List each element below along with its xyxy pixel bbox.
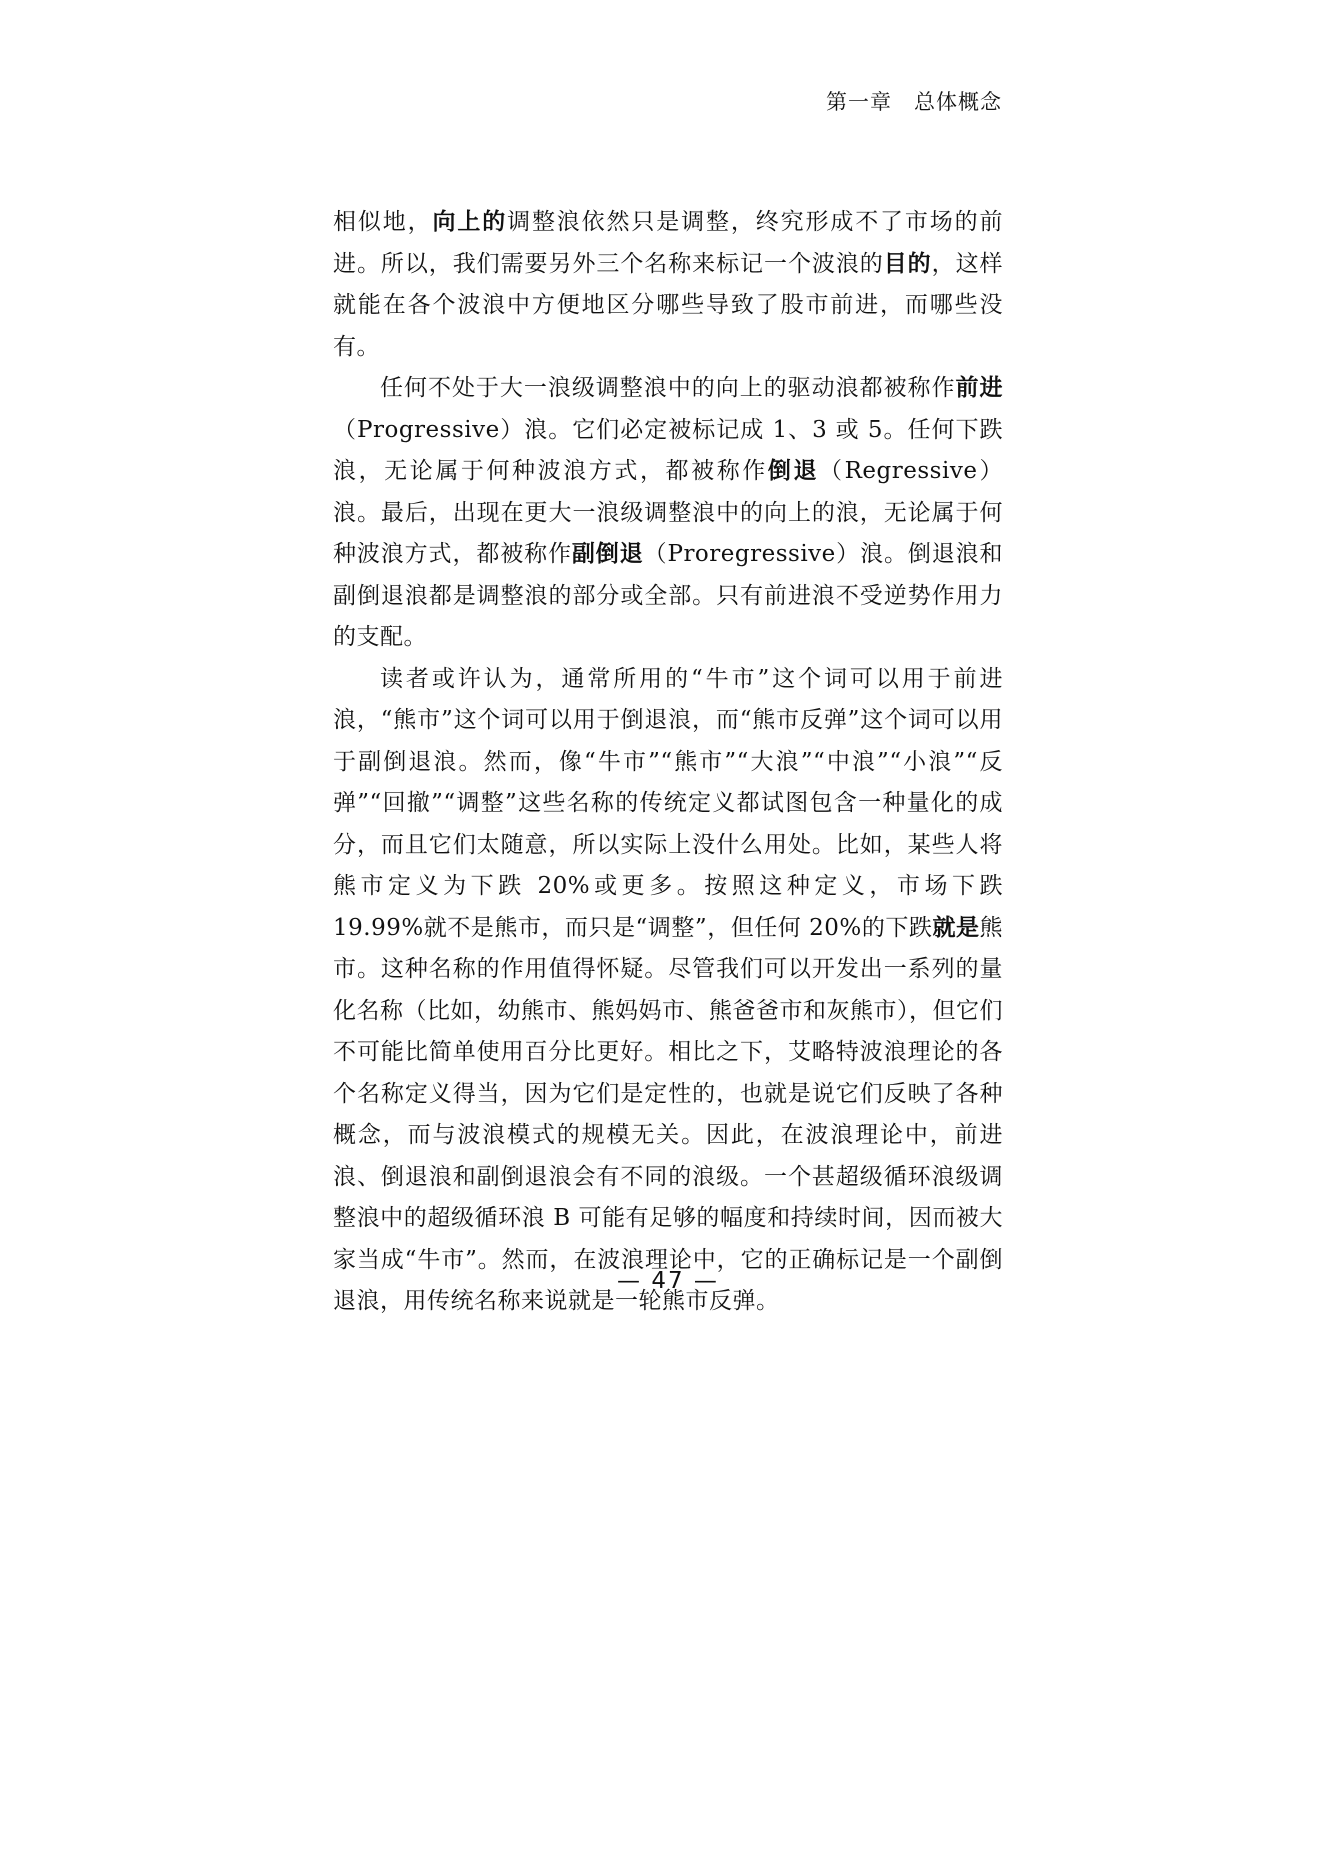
running-header: 第一章 总体概念 [826, 90, 1002, 114]
page-number: — 47 — [617, 1268, 719, 1294]
text-run: ，这样就能在各个波浪中方便地区分哪些导致了股市前进，而哪些没有。 [333, 250, 1004, 360]
emphasis-text: 向上的 [432, 209, 508, 235]
text-run: 读者或许认为，通常所用的“牛市”这个词可以用于前进浪，“熊市”这个词可以用于倒退浪，而“熊市反弹”这个词可以用于副倒退浪。然而，像“牛市”“熊市”“大浪”“中浪”“小浪”“反弹”“回撤”“调整”这些名称的传统定义都试图包含一种量化的成分，而且它们太随意，所以实际上没什么用处。比如，某些人将熊市定义为下跌 20%或更多。按照这种定义，市场下跌 19.99%就不是熊市，而只是“调整”，但任何 20%的下跌 [333, 665, 1003, 941]
paragraph [333, 202, 1003, 368]
emphasis-text: 倒退 [767, 458, 820, 484]
emphasis-text: 就是 [932, 914, 980, 941]
text-run: 相似地， [333, 209, 433, 235]
emphasis-text: 前进 [955, 375, 1004, 401]
body-text [333, 202, 1003, 1323]
text-run: （Proregressive）浪。倒退浪和副倒退浪都是调整浪的部分或全部。只有前进浪不受逆势作用力的支配。 [333, 541, 1004, 650]
text-run: 熊市。这种名称的作用值得怀疑。尽管我们可以开发出一系列的量化名称（比如，幼熊市、熊妈妈市、熊爸爸市和灰熊市），但它们不可能比简单使用百分比更好。相比之下，艾略特波浪理论的各个名称定义得当，因为它们是定性的，也就是说它们反映了各种概念，而与波浪模式的规模无关。因此，在波浪理论中，前进浪、倒退浪和副倒退浪会有不同的浪级。一个甚超级循环浪级调整浪中的超级循环浪 B 可能有足够的幅度和持续时间，因而被大家当成“牛市”。然而，在波浪理论中，它的正确标记是一个副倒退浪，用传统名称来说就是一轮熊市反弹。 [333, 914, 1004, 1314]
text-run: 调整浪依然只是调整，终究形成不了市场的前进。所以，我们需要另外三个名称来标记一个波浪的 [333, 209, 1004, 277]
emphasis-text: 副倒退 [571, 541, 644, 567]
text-run: 任何不处于大一浪级调整浪中的向上的驱动浪都被称作 [380, 375, 956, 401]
paragraph [333, 368, 1003, 659]
emphasis-text: 目的 [883, 250, 932, 277]
text-run: （Regressive）浪。最后，出现在更大一浪级调整浪中的向上的浪，无论属于何种波浪方式，都被称作 [333, 458, 1004, 567]
text-run: （Progressive）浪。它们必定被标记成 1、3 或 5。任何下跌浪，无论属于何种波浪方式，都被称作 [333, 416, 1003, 484]
paragraph [333, 659, 1003, 1323]
